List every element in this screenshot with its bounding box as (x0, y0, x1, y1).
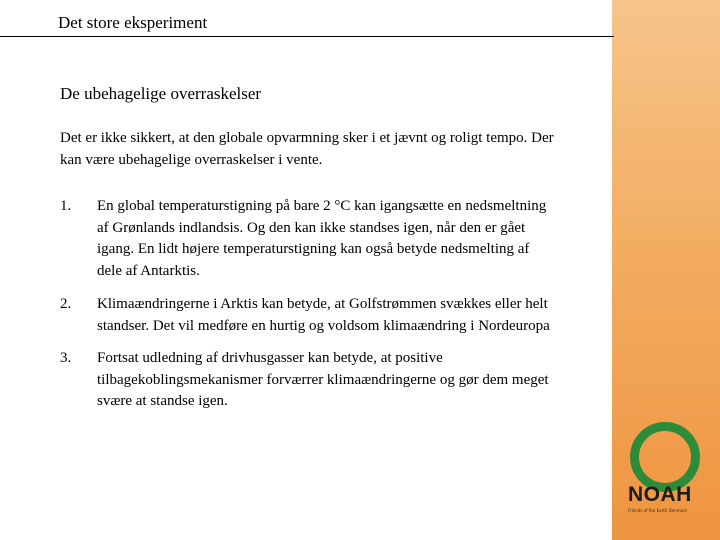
list-item-text: Fortsat udledning af drivhusgasser kan betyde, at positive tilbagekoblingsmekanismer forværrer klimaændringerne og gør dem meget svære at standse igen. (97, 350, 549, 409)
logo-wordmark: NOAH (628, 483, 692, 506)
noah-logo (624, 420, 704, 520)
list-item-text: En global temperaturstigning på bare 2 °C kan igangsætte en nedsmeltning af Grønlands indlandsis. Og den kan ikke standses igen, når den er gået igang. En lidt højere temperaturstigning kan også betyde nedsmelting af dele af Antarktis. (97, 198, 547, 279)
slide-subtitle: De ubehagelige overraskelser (60, 84, 262, 103)
list-item-text: Klimaændringerne i Arktis kan betyde, at Golfstrømmen svækkes eller helt standser. Det vil medføre en hurtig og voldsom klimaændring i Nordeuropa (97, 296, 550, 334)
intro-paragraph: Det er ikke sikkert, at den globale opvarmning sker i et jævnt og roligt tempo. Der kan være ubehagelige overraskelser i vente. (60, 130, 554, 168)
list-item (60, 348, 560, 413)
list-item-number: 2. (60, 296, 72, 312)
logo-tagline: Friends of the Earth Denmark (628, 508, 688, 513)
header-title: Det store eksperiment (58, 13, 208, 32)
green-ring-logo-icon (630, 422, 700, 492)
list-item-number: 1. (60, 198, 72, 214)
header-rule (0, 36, 614, 37)
list-item (60, 196, 560, 282)
list-item (60, 294, 560, 337)
list-item-number: 3. (60, 350, 72, 366)
numbered-list (60, 196, 560, 413)
